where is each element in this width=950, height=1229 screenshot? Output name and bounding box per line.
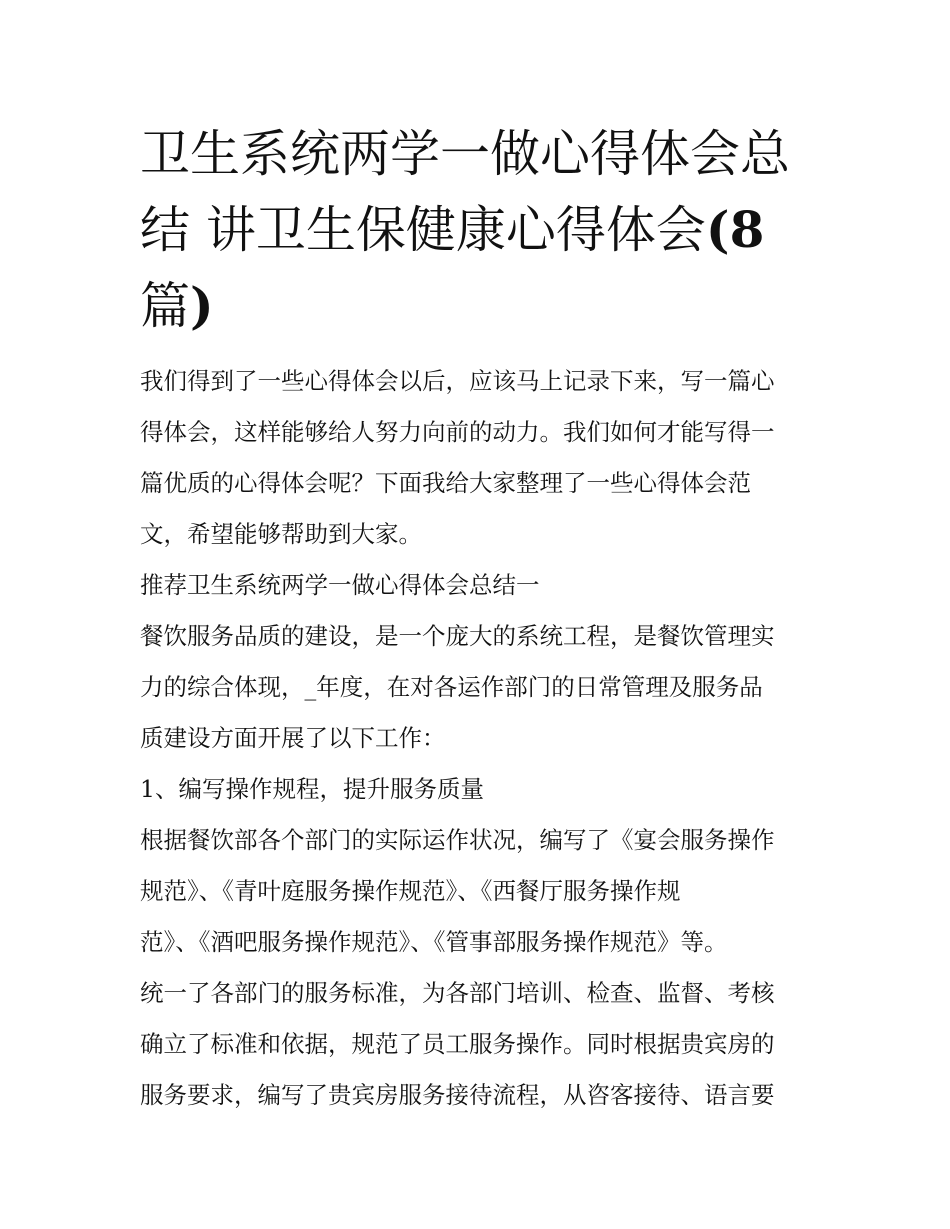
title-line-2: 结 讲卫生保健康心得体会(8 <box>140 200 765 259</box>
document-title <box>140 116 820 344</box>
title-count-fragment: (8 <box>705 200 765 259</box>
body-line: 力的综合体现，_年度，在对各运作部门的日常管理及服务品 <box>140 673 763 701</box>
title-line-3: 篇) <box>140 276 214 335</box>
body-line: 餐饮服务品质的建设，是一个庞大的系统工程，是餐饮管理实 <box>140 622 775 650</box>
body-line: 根据餐饮部各个部门的实际运作状况，编写了《宴会服务操作 <box>140 826 775 854</box>
body-line: 确立了标准和依据，规范了员工服务操作。同时根据贵宾房的 <box>140 1030 775 1058</box>
title-paren-fragment: ) <box>190 276 214 335</box>
body-line: 质建设方面开展了以下工作： <box>140 724 446 752</box>
title-line-1: 卫生系统两学一做心得体会总 <box>140 125 790 183</box>
body-line: 服务要求，编写了贵宾房服务接待流程，从咨客接待、语言要 <box>140 1081 775 1109</box>
section-heading: 推荐卫生系统两学一做心得体会总结一 <box>140 571 540 599</box>
body-line: 篇优质的心得体会呢？下面我给大家整理了一些心得体会范 <box>140 469 751 497</box>
subsection-heading: 1、编写操作规程，提升服务质量 <box>140 775 484 803</box>
body-line: 规范》、《青叶庭服务操作规范》、《西餐厅服务操作规 <box>140 877 681 905</box>
body-line: 文，希望能够帮助到大家。 <box>140 520 422 548</box>
document-body <box>140 356 820 1121</box>
body-line: 我们得到了一些心得体会以后，应该马上记录下来，写一篇心 <box>140 367 775 395</box>
body-line: 范》、《酒吧服务操作规范》、《管事部服务操作规范》等。 <box>140 928 728 956</box>
body-line: 得体会，这样能够给人努力向前的动力。我们如何才能写得一 <box>140 418 775 446</box>
body-line: 统一了各部门的服务标准，为各部门培训、检查、监督、考核 <box>140 979 775 1007</box>
